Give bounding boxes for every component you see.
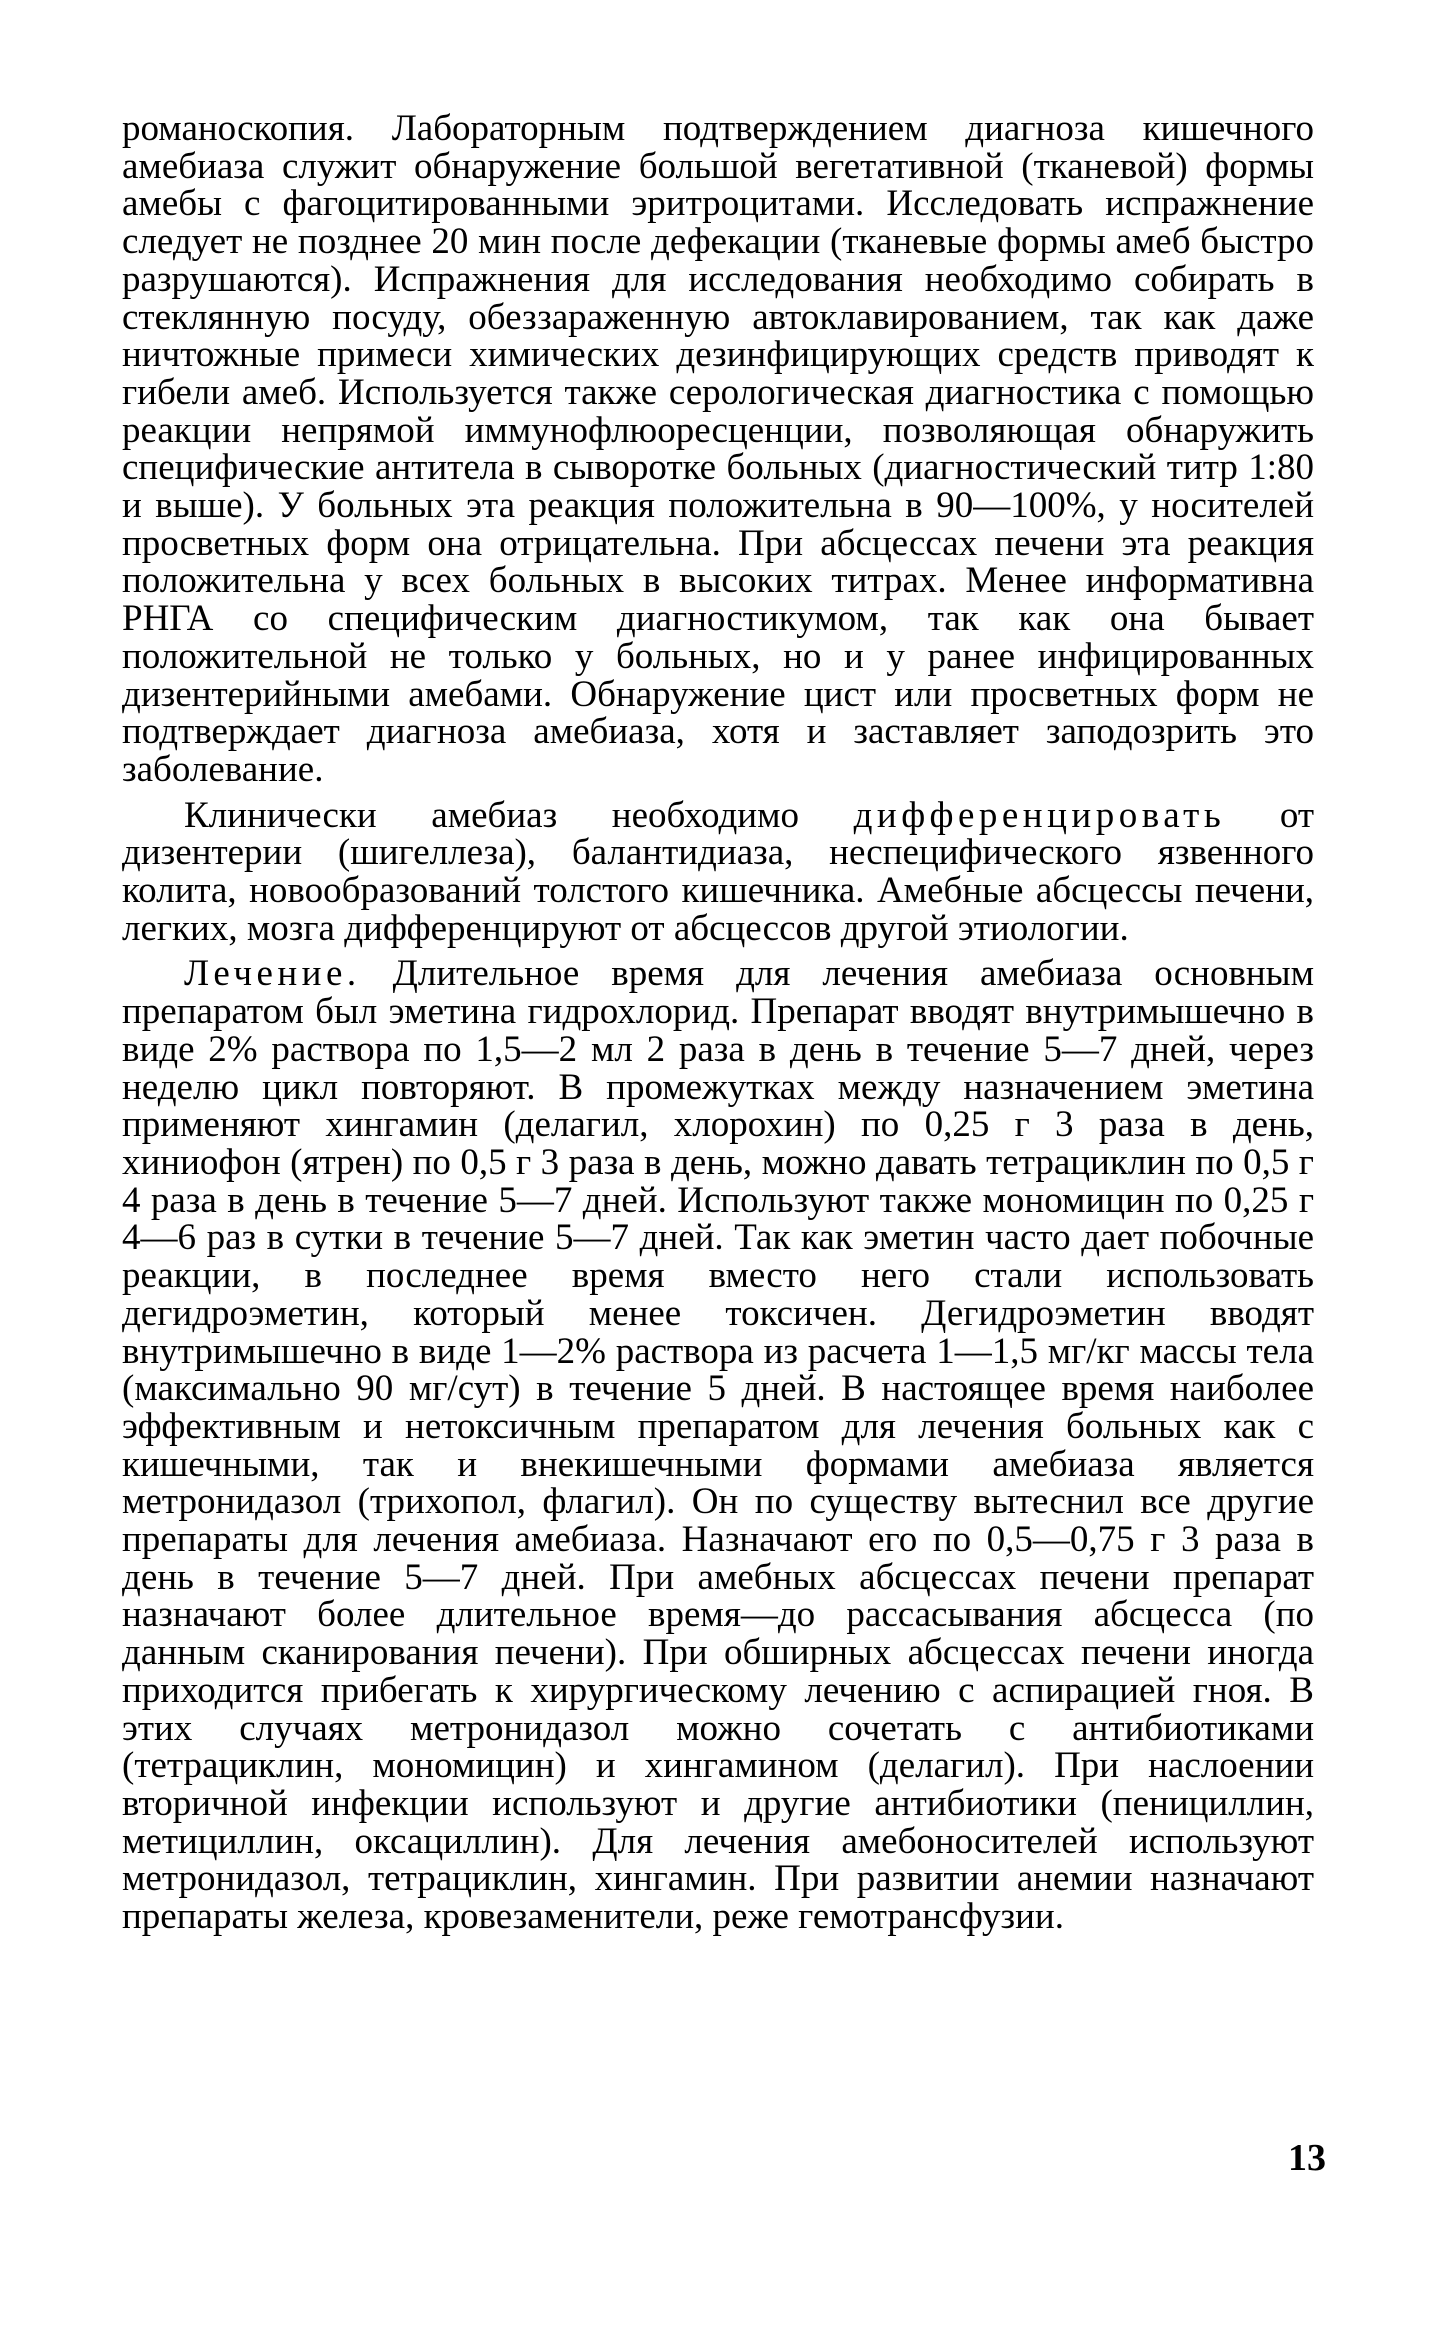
paragraph-treatment [122,953,1314,1938]
paragraph-differential-lead: Клинически амебиаз необходимо [184,794,854,836]
paragraph-diagnosis [122,110,1314,789]
section-heading-treatment: Лечение. [184,953,361,995]
paragraph-treatment-text: Длительное время для лечения амебиаза основным препаратом был эметина гидрохлорид. Препарат вводят внутримышечно в виде 2% раствора по 1,5—2 мл 2 раза в день в течение 5—7 дней, через неделю цикл повторяют. В промежутках между назначением эметина применяют хингамин (делагил, хлорохин) по 0,25 г 3 раза в день, хиниофон (ятрен) по 0,5 г 3 раза в день, можно давать тетрациклин по 0,5 г 4 раза в день в течение 5—7 дней. Используют также мономицин по 0,25 г 4—6 раз в сутки в течение 5—7 дней. Так как эметин часто дает побочные реакции, в последнее время вместо него стали использовать дегидроэметин, который менее токсичен. Дегидроэметин вводят внутримышечно в виде 1—2% раствора из расчета 1—1,5 мг/кг массы тела (максимально 90 мг/сут) в течение 5 дней. В настоящее время наиболее эффективным и нетоксичным препаратом для лечения больных как с кишечными, так и внекишечными формами амебиаза является метронидазол (трихопол, флагил). Он по существу вытеснил все другие препараты для лечения амебиаза. Назначают его по 0,5—0,75 г 3 раза в день в течение 5—7 дней. При амебных абсцессах печени препарат назначают более длительное время—до рассасывания абсцесса (по данным сканирования печени). При обширных абсцессах печени иногда приходится прибегать к хирургическому лечению с аспирацией гноя. В этих случаях метронидазол можно сочетать с антибиотиками (тетрациклин, мономицин) и хингамином (делагил). При наслоении вторичной инфекции используют и другие антибиотики (пенициллин, метициллин, оксациллин). Для лечения амебоносителей используют метронидазол, тетрациклин, хингамин. При развитии анемии назначают препараты железа, кровезаменители, реже гемотрансфузии. [122,953,1314,1938]
spaced-term-differentiate: дифференцировать [853,794,1226,836]
paragraph-diagnosis-text: романоскопия. Лабораторным подтверждением диагноза кишечного амебиаза служит обнаружение большой вегетативной (тканевой) формы амебы с фагоцитированными эритроцитами. Исследовать испражнение следует не позднее 20 мин после дефекации (тканевые формы амеб быстро разрушаются). Испражнения для исследования необходимо собирать в стеклянную посуду, обеззараженную автоклавированием, так как даже ничтожные примеси химических дезинфицирующих средств приводят к гибели амеб. Используется также серологическая диагностика с помощью реакции непрямой иммунофлюоресценции, позволяющая обнаружить специфические антитела в сыворотке больных (диагностический титр 1:80 и выше). У больных эта реакция положительна в 90—100%, у носителей просветных форм она отрицательна. При абсцессах печени эта реакция положительна у всех больных в высоких титрах. Менее информативна РНГА со специфическим диагностикумом, так как она бывает положительной не только у больных, но и у ранее инфицированных дизентерийными амебами. Обнаружение цист или просветных форм не подтверждает диагноза амебиаза, хотя и заставляет заподозрить это заболевание. [122,108,1314,790]
page-body [122,110,1314,1936]
paragraph-differential-text: от дизентерии (шигеллеза), балантидиаза, неспецифического язвенного колита, новообразований толстого кишечника. Амебные абсцессы печени, легких, мозга дифференцируют от абсцессов другой этиологии. [122,794,1314,949]
page-number: 13 [1288,2137,1326,2179]
paragraph-differential [122,794,1314,949]
